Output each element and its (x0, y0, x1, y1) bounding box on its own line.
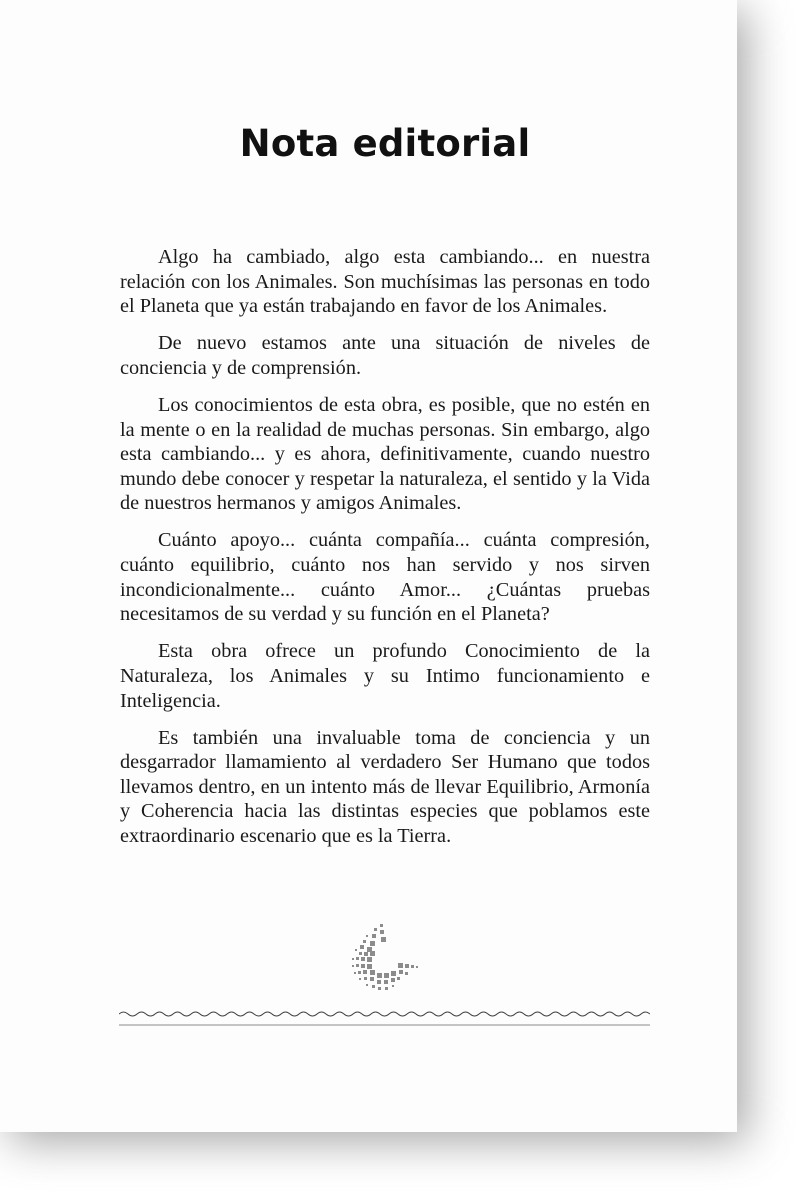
page-title: Nota editorial (239, 122, 531, 165)
horizontal-rule (119, 1024, 650, 1026)
wavy-line-divider-icon (119, 1010, 650, 1018)
dotted-spiral-logo-icon (340, 922, 420, 992)
paragraph: Algo ha cambiado, algo esta cambiando... en nuestra relación con los Animales. Son muchísimas las personas en todo el Planeta que ya están trabajando en favor de los Animales. (120, 246, 650, 318)
paragraph: Esta obra ofrece un profundo Conocimiento de la Naturaleza, los Animales y su Intimo funcionamiento e Inteligencia. (120, 640, 650, 712)
paragraph: Cuánto apoyo... cuánta compañía... cuánta compresión, cuánto equilibrio, cuánto nos han servido y nos sirven incondicionalmente... cuánto Amor... ¿Cuántas pruebas necesitamos de su verdad y su función en el Planeta? (120, 529, 650, 626)
paragraph: Es también una invaluable toma de conciencia y un desgarrador llamamiento al verdadero Ser Humano que todos llevamos dentro, en un intento más de llevar Equilibrio, Armonía y Coherencia hacia las distintas especies que poblamos este extraordinario escenario que es la Tierra. (120, 726, 650, 847)
paragraph: De nuevo estamos ante una situación de niveles de conciencia y de comprensión. (120, 332, 650, 379)
body-text (120, 245, 650, 861)
paragraph: Los conocimientos de esta obra, es posible, que no estén en la mente o en la realidad de muchas personas. Sin embargo, algo esta cambiando... y es ahora, definitivamente, cuando nuestro mundo debe conocer y respetar la naturaleza, el sentido y la Vida de nuestros hermanos y amigos Animales. (120, 393, 650, 515)
